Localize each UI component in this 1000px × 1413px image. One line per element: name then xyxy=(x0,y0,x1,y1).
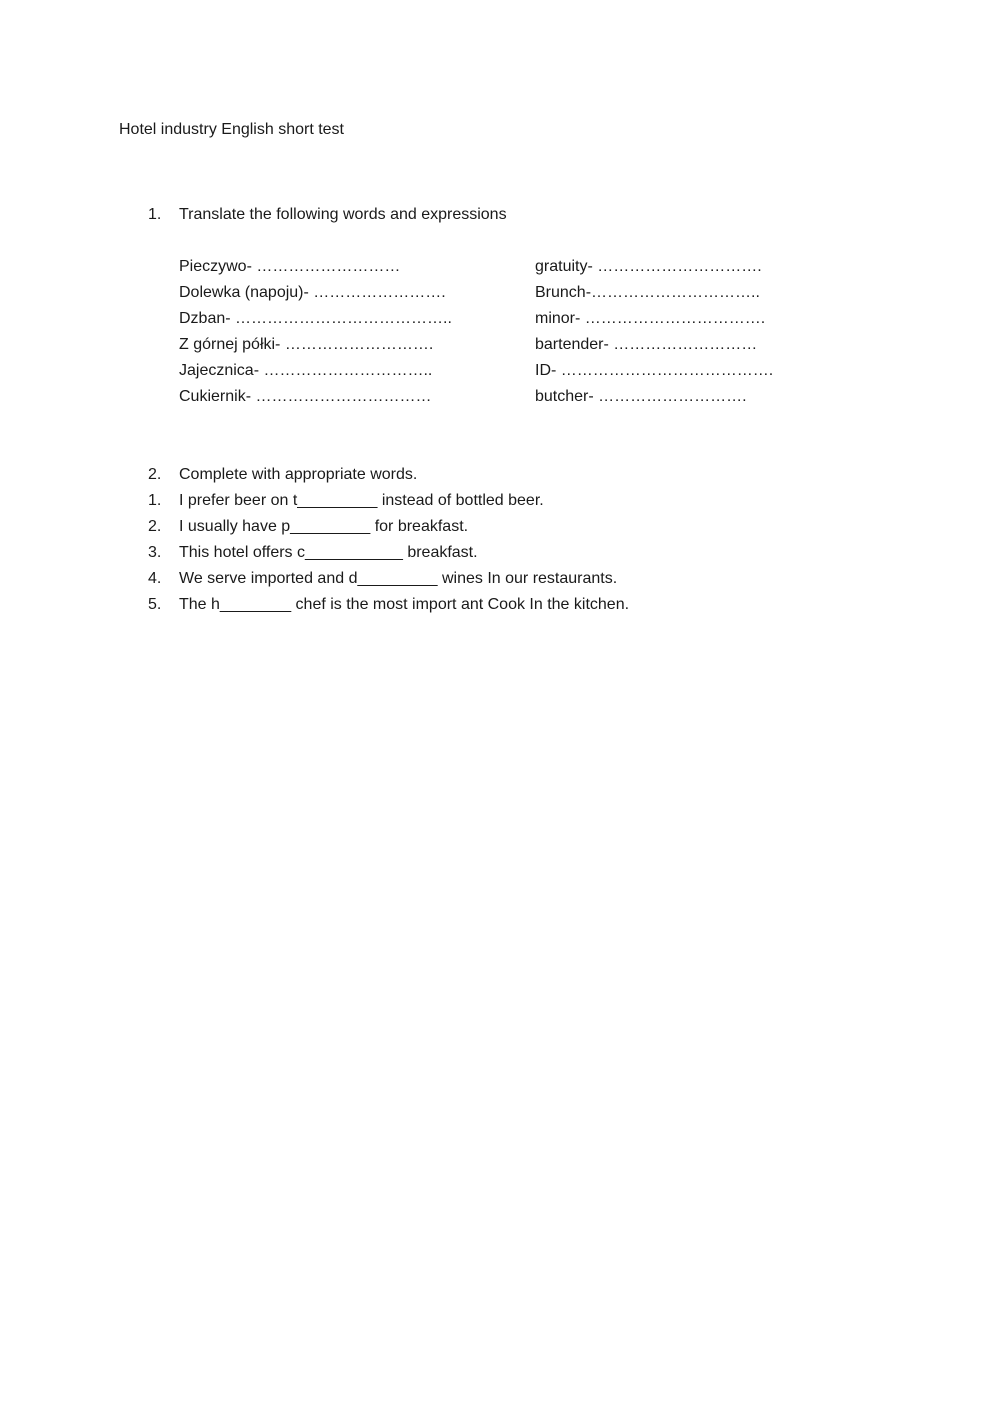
vocab-left-5: Jajecznica- ………………………….. xyxy=(179,362,433,379)
vocab-left-4: Z górnej półki- ………………………. xyxy=(179,336,434,353)
vocab-right-3: minor- ……………………………. xyxy=(535,310,766,327)
section1-instruction: Translate the following words and expressions xyxy=(179,206,507,223)
vocab-left-3: Dzban- ………………………………….. xyxy=(179,310,452,327)
sentence-2 xyxy=(148,517,468,537)
sentence-number: 1. xyxy=(148,492,162,509)
sentence-number: 3. xyxy=(148,544,162,561)
vocab-left-1: Pieczywo- ……………………… xyxy=(179,258,401,275)
sentence-text: We serve imported and d_________ wines In our restaurants. xyxy=(179,570,618,587)
section2-heading xyxy=(148,465,417,485)
section2-number: 2. xyxy=(148,466,162,483)
section1-heading xyxy=(148,205,507,225)
section1-number: 1. xyxy=(148,206,162,223)
sentence-4 xyxy=(148,569,617,589)
sentence-number: 4. xyxy=(148,570,162,587)
sentence-text: I prefer beer on t_________ instead of bottled beer. xyxy=(179,492,544,509)
sentence-text: The h________ chef is the most import ant Cook In the kitchen. xyxy=(179,596,630,613)
vocab-right-4: bartender- ……………………… xyxy=(535,336,758,353)
vocab-right-6: butcher- ………………………. xyxy=(535,388,747,405)
vocab-right-2: Brunch-………………………….. xyxy=(535,284,760,301)
sentence-1 xyxy=(148,491,544,511)
sentence-text: I usually have p_________ for breakfast. xyxy=(179,518,469,535)
vocab-right-1: gratuity- …………………………. xyxy=(535,258,762,275)
vocab-right-5: ID- …………………………………. xyxy=(535,362,774,379)
page-title: Hotel industry English short test xyxy=(119,121,344,138)
sentence-number: 2. xyxy=(148,518,162,535)
sentence-text: This hotel offers c___________ breakfast. xyxy=(179,544,478,561)
sentence-number: 5. xyxy=(148,596,162,613)
vocab-left-2: Dolewka (napoju)- ……………………. xyxy=(179,284,446,301)
vocab-left-6: Cukiernik- …………………………… xyxy=(179,388,432,405)
section2-instruction: Complete with appropriate words. xyxy=(179,466,418,483)
sentence-5 xyxy=(148,595,629,615)
sentence-3 xyxy=(148,543,478,563)
